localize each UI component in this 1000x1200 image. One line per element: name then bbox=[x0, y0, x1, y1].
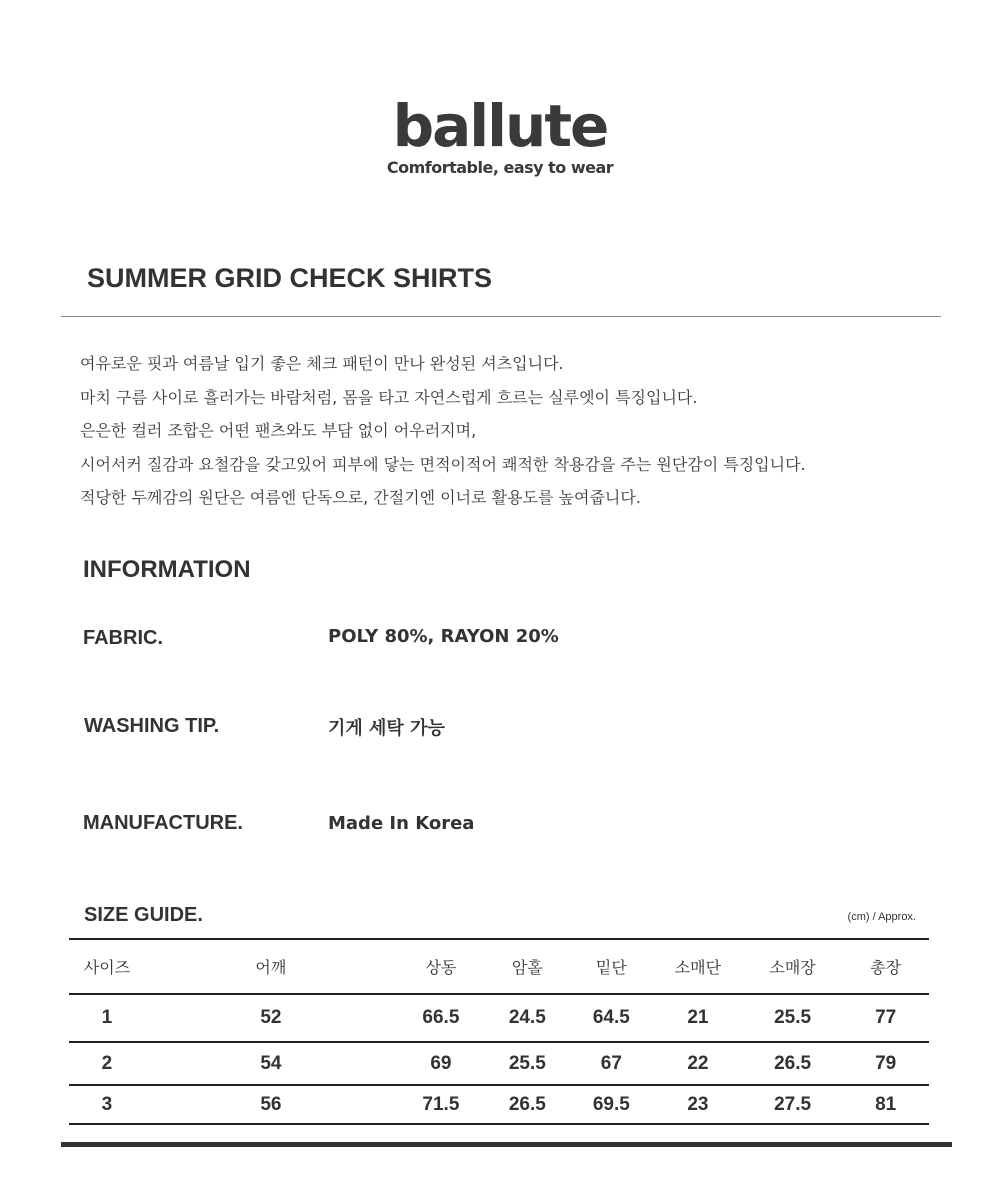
description-line: 시어서커 질감과 요철감을 갖고있어 피부에 닿는 면적이적어 쾌적한 착용감을 주는 원단감이 특징입니다. bbox=[80, 454, 806, 474]
size-cell: 2 bbox=[69, 1042, 145, 1085]
size-cell: 79 bbox=[842, 1042, 929, 1085]
size-guide-title: SIZE GUIDE. bbox=[84, 904, 203, 926]
fabric-label: FABRIC. bbox=[83, 627, 163, 649]
size-header-sleeve-length: 소매장 bbox=[743, 939, 842, 994]
description-line: 적당한 두께감의 원단은 여름엔 단독으로, 간절기엔 이너로 활용도를 높여줍니다. bbox=[80, 488, 641, 507]
size-cell: 54 bbox=[145, 1042, 397, 1085]
size-header-hem: 밑단 bbox=[570, 939, 653, 994]
size-cell: 22 bbox=[653, 1042, 743, 1085]
size-cell: 24.5 bbox=[485, 994, 570, 1042]
size-header-armhole: 암홀 bbox=[485, 939, 570, 994]
title-divider bbox=[61, 316, 941, 317]
size-unit-note: (cm) / Approx. bbox=[847, 911, 916, 923]
manufacture-value: Made In Korea bbox=[328, 813, 475, 834]
brand-tagline: Comfortable, easy to wear bbox=[386, 158, 614, 177]
size-header-cuff: 소매단 bbox=[653, 939, 743, 994]
brand-logo: ballute bbox=[392, 92, 608, 160]
size-cell: 26.5 bbox=[508, 1093, 546, 1115]
description-line: 여유로운 핏과 여름날 입기 좋은 체크 패턴이 만나 완성된 셔츠입니다. bbox=[80, 354, 564, 373]
product-description bbox=[80, 350, 960, 518]
size-cell: 23 bbox=[687, 1093, 709, 1115]
size-row-3 bbox=[69, 1085, 929, 1124]
manufacture-label: MANUFACTURE. bbox=[83, 812, 243, 834]
size-cell: 26.5 bbox=[743, 1042, 842, 1085]
description-line: 은은한 컬러 조합은 어떤 팬츠와도 부담 없이 어우러지며, bbox=[80, 421, 477, 440]
size-cell: 56 bbox=[260, 1093, 282, 1115]
size-cell: 69 bbox=[397, 1042, 485, 1085]
information-title: INFORMATION bbox=[83, 556, 251, 583]
size-cell: 25.5 bbox=[743, 994, 842, 1042]
size-cell: 52 bbox=[145, 994, 397, 1042]
size-header-total-length: 총장 bbox=[842, 939, 929, 994]
size-cell: 67 bbox=[570, 1042, 653, 1085]
product-title: SUMMER GRID CHECK SHIRTS bbox=[87, 263, 493, 293]
size-header-shoulder: 어깨 bbox=[145, 939, 397, 994]
size-row-1 bbox=[69, 994, 929, 1042]
washing-tip-label: WASHING TIP. bbox=[84, 715, 220, 737]
size-cell: 71.5 bbox=[422, 1093, 460, 1115]
bottom-divider bbox=[61, 1142, 952, 1147]
size-table bbox=[69, 938, 929, 1125]
fabric-value: POLY 80%, RAYON 20% bbox=[328, 626, 559, 647]
size-cell: 66.5 bbox=[397, 994, 485, 1042]
size-header-chest: 상동 bbox=[397, 939, 485, 994]
washing-tip-value: 기게 세탁 가능 bbox=[328, 718, 445, 739]
description-line: 마치 구름 사이로 흘러가는 바람처럼, 몸을 타고 자연스럽게 흐르는 실루엣이 특징입니다. bbox=[80, 387, 698, 407]
size-cell: 64.5 bbox=[570, 994, 653, 1042]
size-row-2 bbox=[69, 1042, 929, 1085]
size-cell: 1 bbox=[69, 994, 145, 1042]
size-table-header-row bbox=[69, 939, 929, 994]
size-cell: 69.5 bbox=[592, 1093, 630, 1115]
size-cell: 27.5 bbox=[774, 1093, 812, 1115]
size-cell: 25.5 bbox=[485, 1042, 570, 1085]
size-cell: 77 bbox=[842, 994, 929, 1042]
size-cell: 81 bbox=[875, 1093, 897, 1115]
size-cell: 3 bbox=[101, 1093, 113, 1115]
size-header-size: 사이즈 bbox=[69, 939, 145, 994]
size-cell: 21 bbox=[653, 994, 743, 1042]
